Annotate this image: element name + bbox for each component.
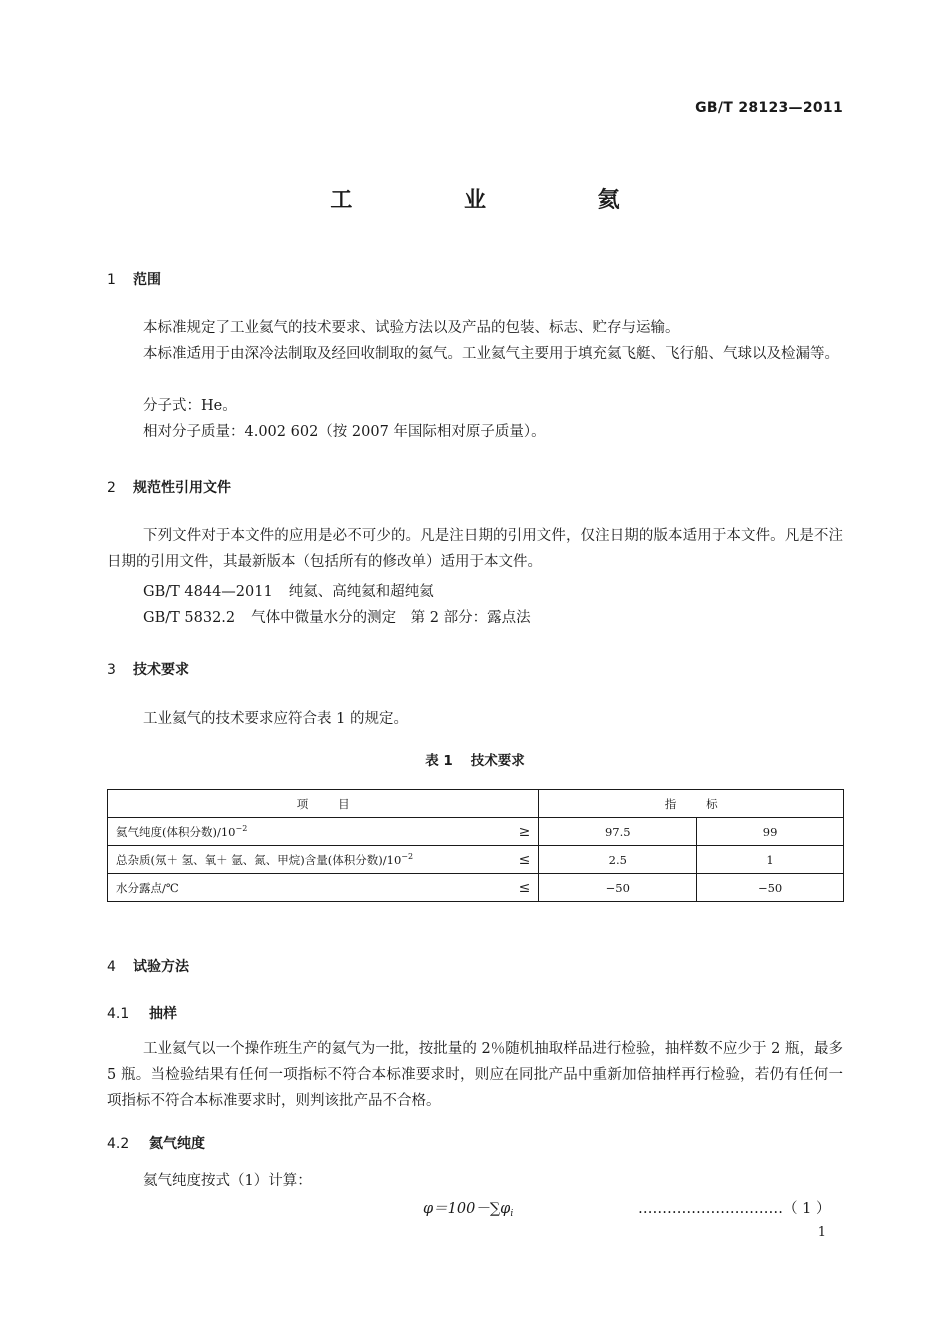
item-cell [108, 874, 539, 902]
formula [423, 1197, 513, 1219]
formula-subscript: i [510, 1209, 514, 1219]
section-3-heading [107, 659, 189, 679]
reference-code: GB/T 5832.2 [143, 610, 236, 626]
section-number: 3 [107, 662, 116, 678]
paragraph: 氦气纯度按式（1）计算： [143, 1173, 312, 1189]
table-row [108, 818, 844, 846]
table-caption-title: 技术要求 [470, 753, 525, 769]
table-caption [0, 749, 950, 769]
item-label: 水分露点/℃ [116, 880, 179, 895]
comparison-operator: ≥ [518, 823, 531, 840]
subsection-number: 4.1 [107, 1006, 130, 1022]
section-1-heading [107, 269, 161, 289]
comparison-operator: ≤ [518, 879, 531, 896]
section-title: 技术要求 [133, 662, 189, 678]
standard-code: GB/T 28123—2011 [695, 100, 843, 116]
value-cell: 99 [697, 818, 844, 846]
reference-item [143, 580, 434, 601]
item-exponent: −2 [401, 851, 414, 861]
reference-code: GB/T 4844—2011 [143, 584, 273, 600]
item-cell [108, 818, 539, 846]
section-title: 规范性引用文件 [133, 480, 231, 496]
subsection-number: 4.2 [107, 1136, 130, 1152]
header-index: 指标 [539, 790, 844, 818]
paragraph: 本标准适用于由深冷法制取及经回收制取的氦气。工业氦气主要用于填充氦飞艇、飞行船、气球以及检漏等。 [143, 346, 839, 362]
value-cell: −50 [697, 874, 844, 902]
section-number: 4 [107, 959, 116, 975]
section-number: 2 [107, 480, 116, 496]
paragraph: 下列文件对于本文件的应用是必不可少的。凡是注日期的引用文件，仅注日期的版本适用于本文件。凡是不注日期的引用文件，其最新版本（包括所有的修改单）适用于本文件。 [107, 528, 843, 570]
value-cell: −50 [539, 874, 697, 902]
paragraph: 相对分子质量：4.002 602（按 2007 年国际相对原子质量）。 [143, 424, 546, 440]
item-label: 总杂质(氖＋ 氢、氧＋ 氩、氮、甲烷)含量(体积分数)/10 [116, 852, 402, 867]
paragraph: 本标准规定了工业氦气的技术要求、试验方法以及产品的包装、标志、贮存与运输。 [143, 320, 680, 336]
section-number: 1 [107, 272, 116, 288]
document-title: 工 业 氦 [330, 188, 672, 213]
subsection-title: 氦气纯度 [149, 1136, 205, 1152]
paragraph: 工业氦气以一个操作班生产的氦气为一批，按批量的 2％随机抽取样品进行检验，抽样数不应少于 2 瓶，最多 5 瓶。当检验结果有任何一项指标不符合本标准要求时，则应在同批产品中重新加倍抽样再行检验，若仍有任何一项指标不符合本标准要求时，则判该批产品不合格。 [107, 1041, 843, 1109]
subsection-title: 抽样 [149, 1006, 177, 1022]
header-item: 项目 [108, 790, 539, 818]
spec-table [107, 789, 844, 902]
value-cell: 1 [697, 846, 844, 874]
paragraph: 工业氦气的技术要求应符合表 1 的规定。 [143, 711, 408, 727]
section-title: 范围 [133, 272, 161, 288]
subsection-4-2-heading [107, 1133, 205, 1153]
table-row [108, 846, 844, 874]
formula-number: …………………………（ 1 ） [638, 1201, 831, 1217]
page-number: 1 [817, 1225, 826, 1240]
item-label: 氦气纯度(体积分数)/10 [116, 824, 236, 839]
table-header-row [108, 790, 844, 818]
table-row [108, 874, 844, 902]
section-2-heading [107, 477, 231, 497]
value-cell: 97.5 [539, 818, 697, 846]
item-exponent: −2 [235, 823, 248, 833]
table-caption-number: 表 1 [425, 753, 453, 769]
subsection-4-1-heading [107, 1003, 177, 1023]
section-4-heading [107, 956, 189, 976]
value-cell: 2.5 [539, 846, 697, 874]
reference-item [143, 606, 531, 627]
comparison-operator: ≤ [518, 851, 531, 868]
section-title: 试验方法 [133, 959, 189, 975]
reference-title: 气体中微量水分的测定 第 2 部分：露点法 [251, 610, 531, 626]
formula-expression: φ＝100－∑φ [423, 1201, 511, 1217]
reference-title: 纯氦、高纯氦和超纯氦 [288, 584, 434, 600]
item-cell [108, 846, 539, 874]
paragraph: 分子式：He。 [143, 398, 237, 414]
